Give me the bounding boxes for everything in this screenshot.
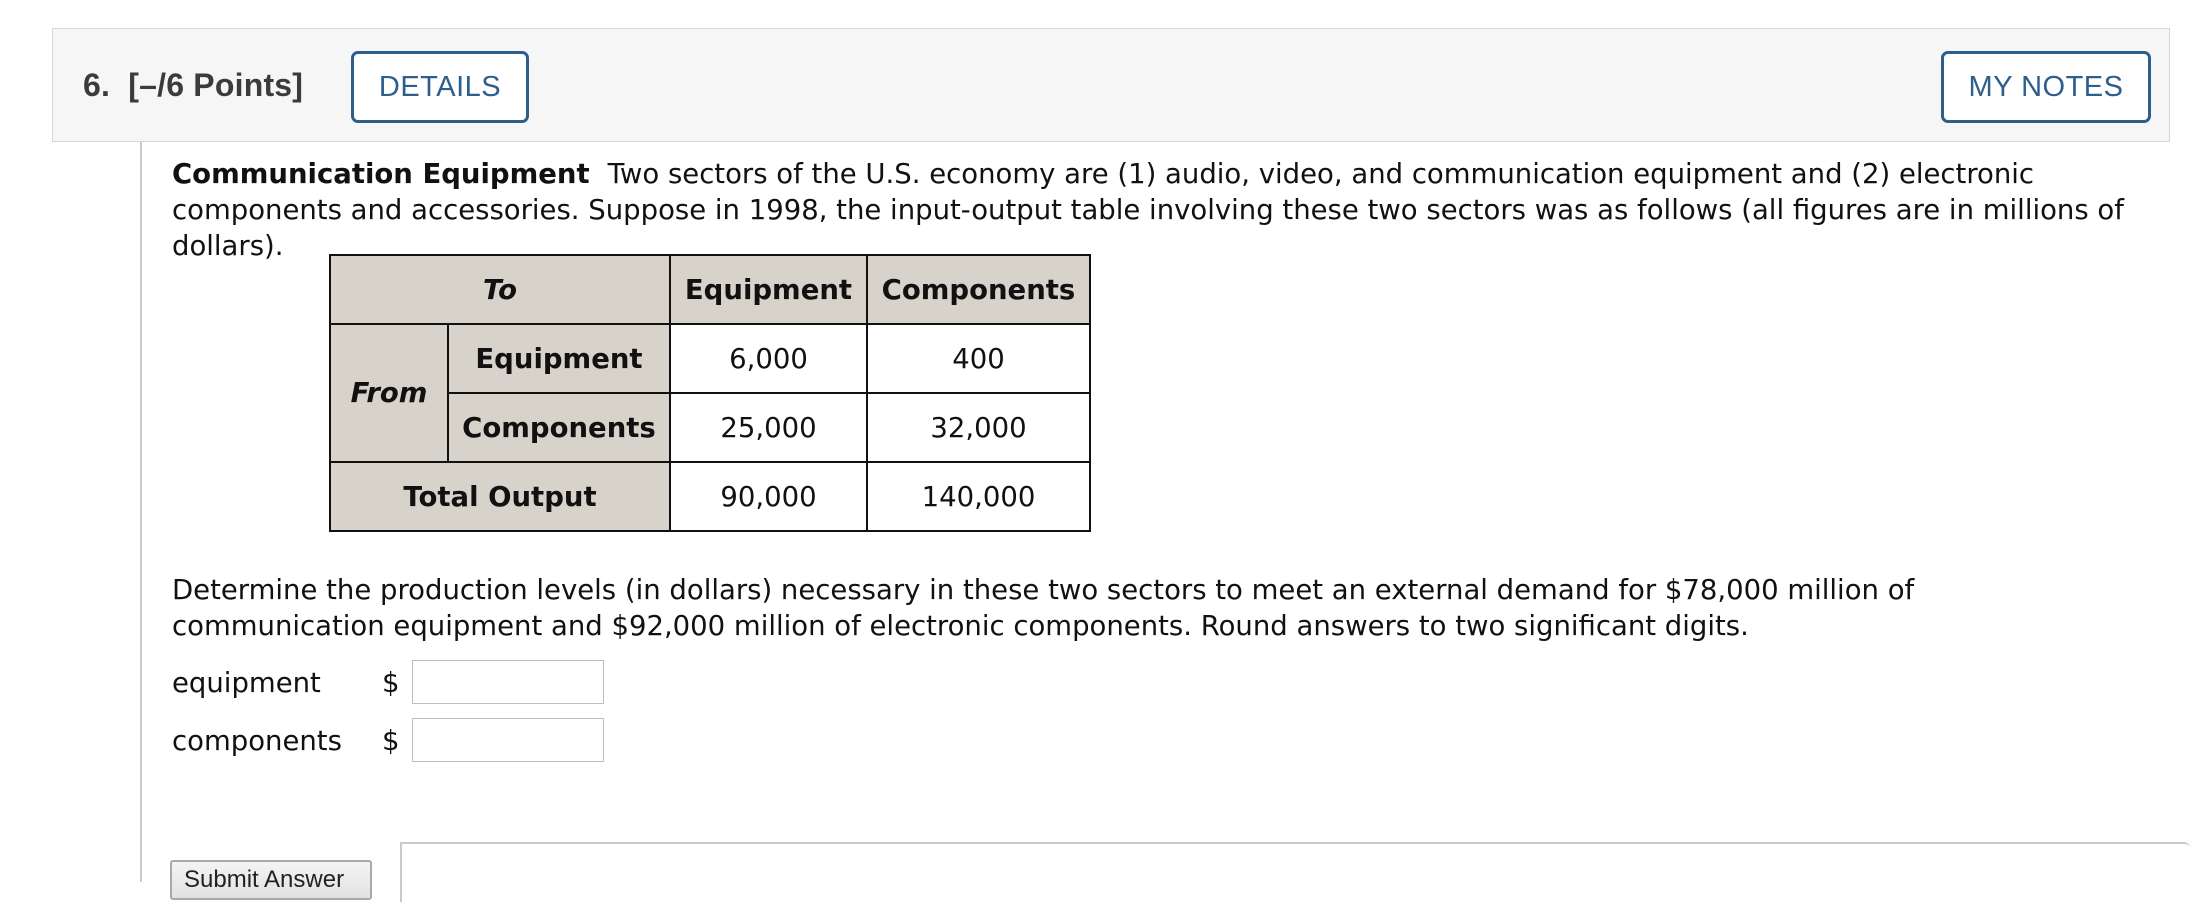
cell-components-equipment: 25,000 <box>670 393 867 462</box>
column-header-components: Components <box>867 255 1090 324</box>
components-currency: $ <box>382 725 400 757</box>
my-notes-button[interactable]: MY NOTES <box>1941 51 2151 123</box>
cell-equipment-equipment: 6,000 <box>670 324 867 393</box>
equipment-answer-input[interactable] <box>412 660 604 704</box>
problem-question: Determine the production levels (in dollars) necessary in these two sectors to meet an external demand for $78,000 million of communication equipment and $92,000 million of electronic components. Round answers to two significant digits. <box>172 574 1915 642</box>
cell-components-components: 32,000 <box>867 393 1090 462</box>
problem-title: Communication Equipment <box>172 158 590 190</box>
components-answer-input[interactable] <box>412 718 604 762</box>
column-header-equipment: Equipment <box>670 255 867 324</box>
question-number: 6. <box>83 67 111 103</box>
to-header: To <box>330 255 670 324</box>
row-header-components: Components <box>448 393 670 462</box>
submit-answer-button[interactable]: Submit Answer <box>170 860 372 900</box>
from-header: From <box>330 324 448 462</box>
question-header <box>52 28 2170 142</box>
problem-intro-text: Two sectors of the U.S. economy are (1) audio, video, and communication equipment and (2) electronic components and accessories. Suppose in 1998, the input-output table involving these two sectors was as follows (all figures are in millions of dollars). <box>172 158 2124 262</box>
question-points: [–/6 Points] <box>128 67 304 103</box>
total-output-equipment: 90,000 <box>670 462 867 531</box>
input-output-table <box>329 254 1091 532</box>
cell-equipment-components: 400 <box>867 324 1090 393</box>
equipment-label: equipment <box>172 667 321 699</box>
total-output-components: 140,000 <box>867 462 1090 531</box>
details-button[interactable]: DETAILS <box>351 51 529 123</box>
row-header-equipment: Equipment <box>448 324 670 393</box>
question-content <box>140 142 2180 893</box>
equipment-currency: $ <box>382 667 400 699</box>
components-label: components <box>172 725 342 757</box>
answer-feedback-panel <box>400 842 2190 902</box>
total-output-header: Total Output <box>330 462 670 531</box>
problem-intro <box>172 156 2132 264</box>
question-title <box>83 67 303 104</box>
table-row <box>330 462 1090 531</box>
table-row <box>330 324 1090 393</box>
